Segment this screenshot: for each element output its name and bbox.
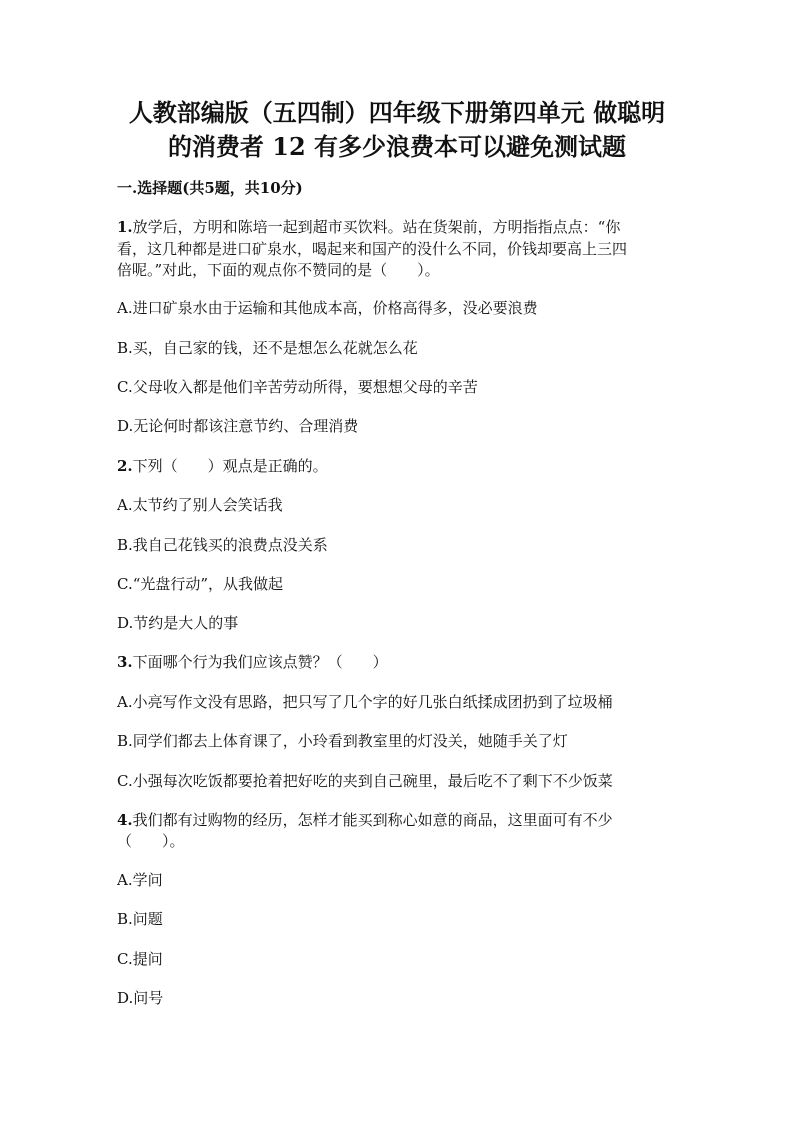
question-4-option-b: B.问题 <box>117 910 163 928</box>
question-4-option-a: A.学问 <box>117 871 163 889</box>
question-4-option-d: D.问号 <box>117 989 164 1007</box>
question-3-stem: 3.下面哪个行为我们应该点赞？（ ） <box>117 653 388 671</box>
question-1-stem-line-3: 倍呢。”对此，下面的观点你不赞同的是（ ）。 <box>117 261 440 279</box>
question-3-option-b: B.同学们都去上体育课了，小玲看到教室里的灯没关，她随手关了灯 <box>117 732 568 750</box>
question-2-option-b: B.我自己花钱买的浪费点没关系 <box>117 536 328 554</box>
question-2-option-a: A.太节约了别人会笑话我 <box>117 496 283 514</box>
question-3-option-a: A.小亮写作文没有思路，把只写了几个字的好几张白纸揉成团扔到了垃圾桶 <box>117 693 613 711</box>
question-4-number: 4. <box>117 811 133 829</box>
question-1-stem-line-2: 看，这几种都是进口矿泉水，喝起来和国产的没什么不同，价钱却要高上三四 <box>117 240 628 258</box>
question-1-option-d: D.无论何时都该注意节约、合理消费 <box>117 417 359 435</box>
question-2-number: 2. <box>117 457 133 475</box>
title-line-2: 的消费者 12 有多少浪费本可以避免测试题 <box>167 132 627 161</box>
question-1-option-c: C.父母收入都是他们辛苦劳动所得，要想想父母的辛苦 <box>117 378 478 396</box>
question-1-option-a: A.进口矿泉水由于运输和其他成本高，价格高得多，没必要浪费 <box>117 299 538 317</box>
question-1-number: 1. <box>117 218 133 236</box>
question-3-number: 3. <box>117 653 133 671</box>
question-4-stem-line-1: 4.我们都有过购物的经历，怎样才能买到称心如意的商品，这里面可有不少 <box>117 811 613 829</box>
question-3-option-c: C.小强每次吃饭都要抢着把好吃的夹到自己碗里，最后吃不了剩下不少饭菜 <box>117 772 613 790</box>
question-2-option-d: D.节约是大人的事 <box>117 614 239 632</box>
question-1-stem-line-1: 1.放学后，方明和陈培一起到超市买饮料。站在货架前，方明指指点点：“你 <box>117 218 621 236</box>
question-2-stem: 2.下列（ ）观点是正确的。 <box>117 457 328 475</box>
section-heading: 一.选择题(共5题，共10分) <box>117 179 303 197</box>
document-title <box>60 96 734 164</box>
question-4-option-c: C.提问 <box>117 950 163 968</box>
question-4-stem-line-2: （ ）。 <box>117 832 185 850</box>
question-2-option-c: C.“光盘行动”，从我做起 <box>117 575 284 593</box>
title-line-1: 人教部编版（五四制）四年级下册第四单元 做聪明 <box>128 98 666 127</box>
question-1-option-b: B.买，自己家的钱，还不是想怎么花就怎么花 <box>117 339 418 357</box>
